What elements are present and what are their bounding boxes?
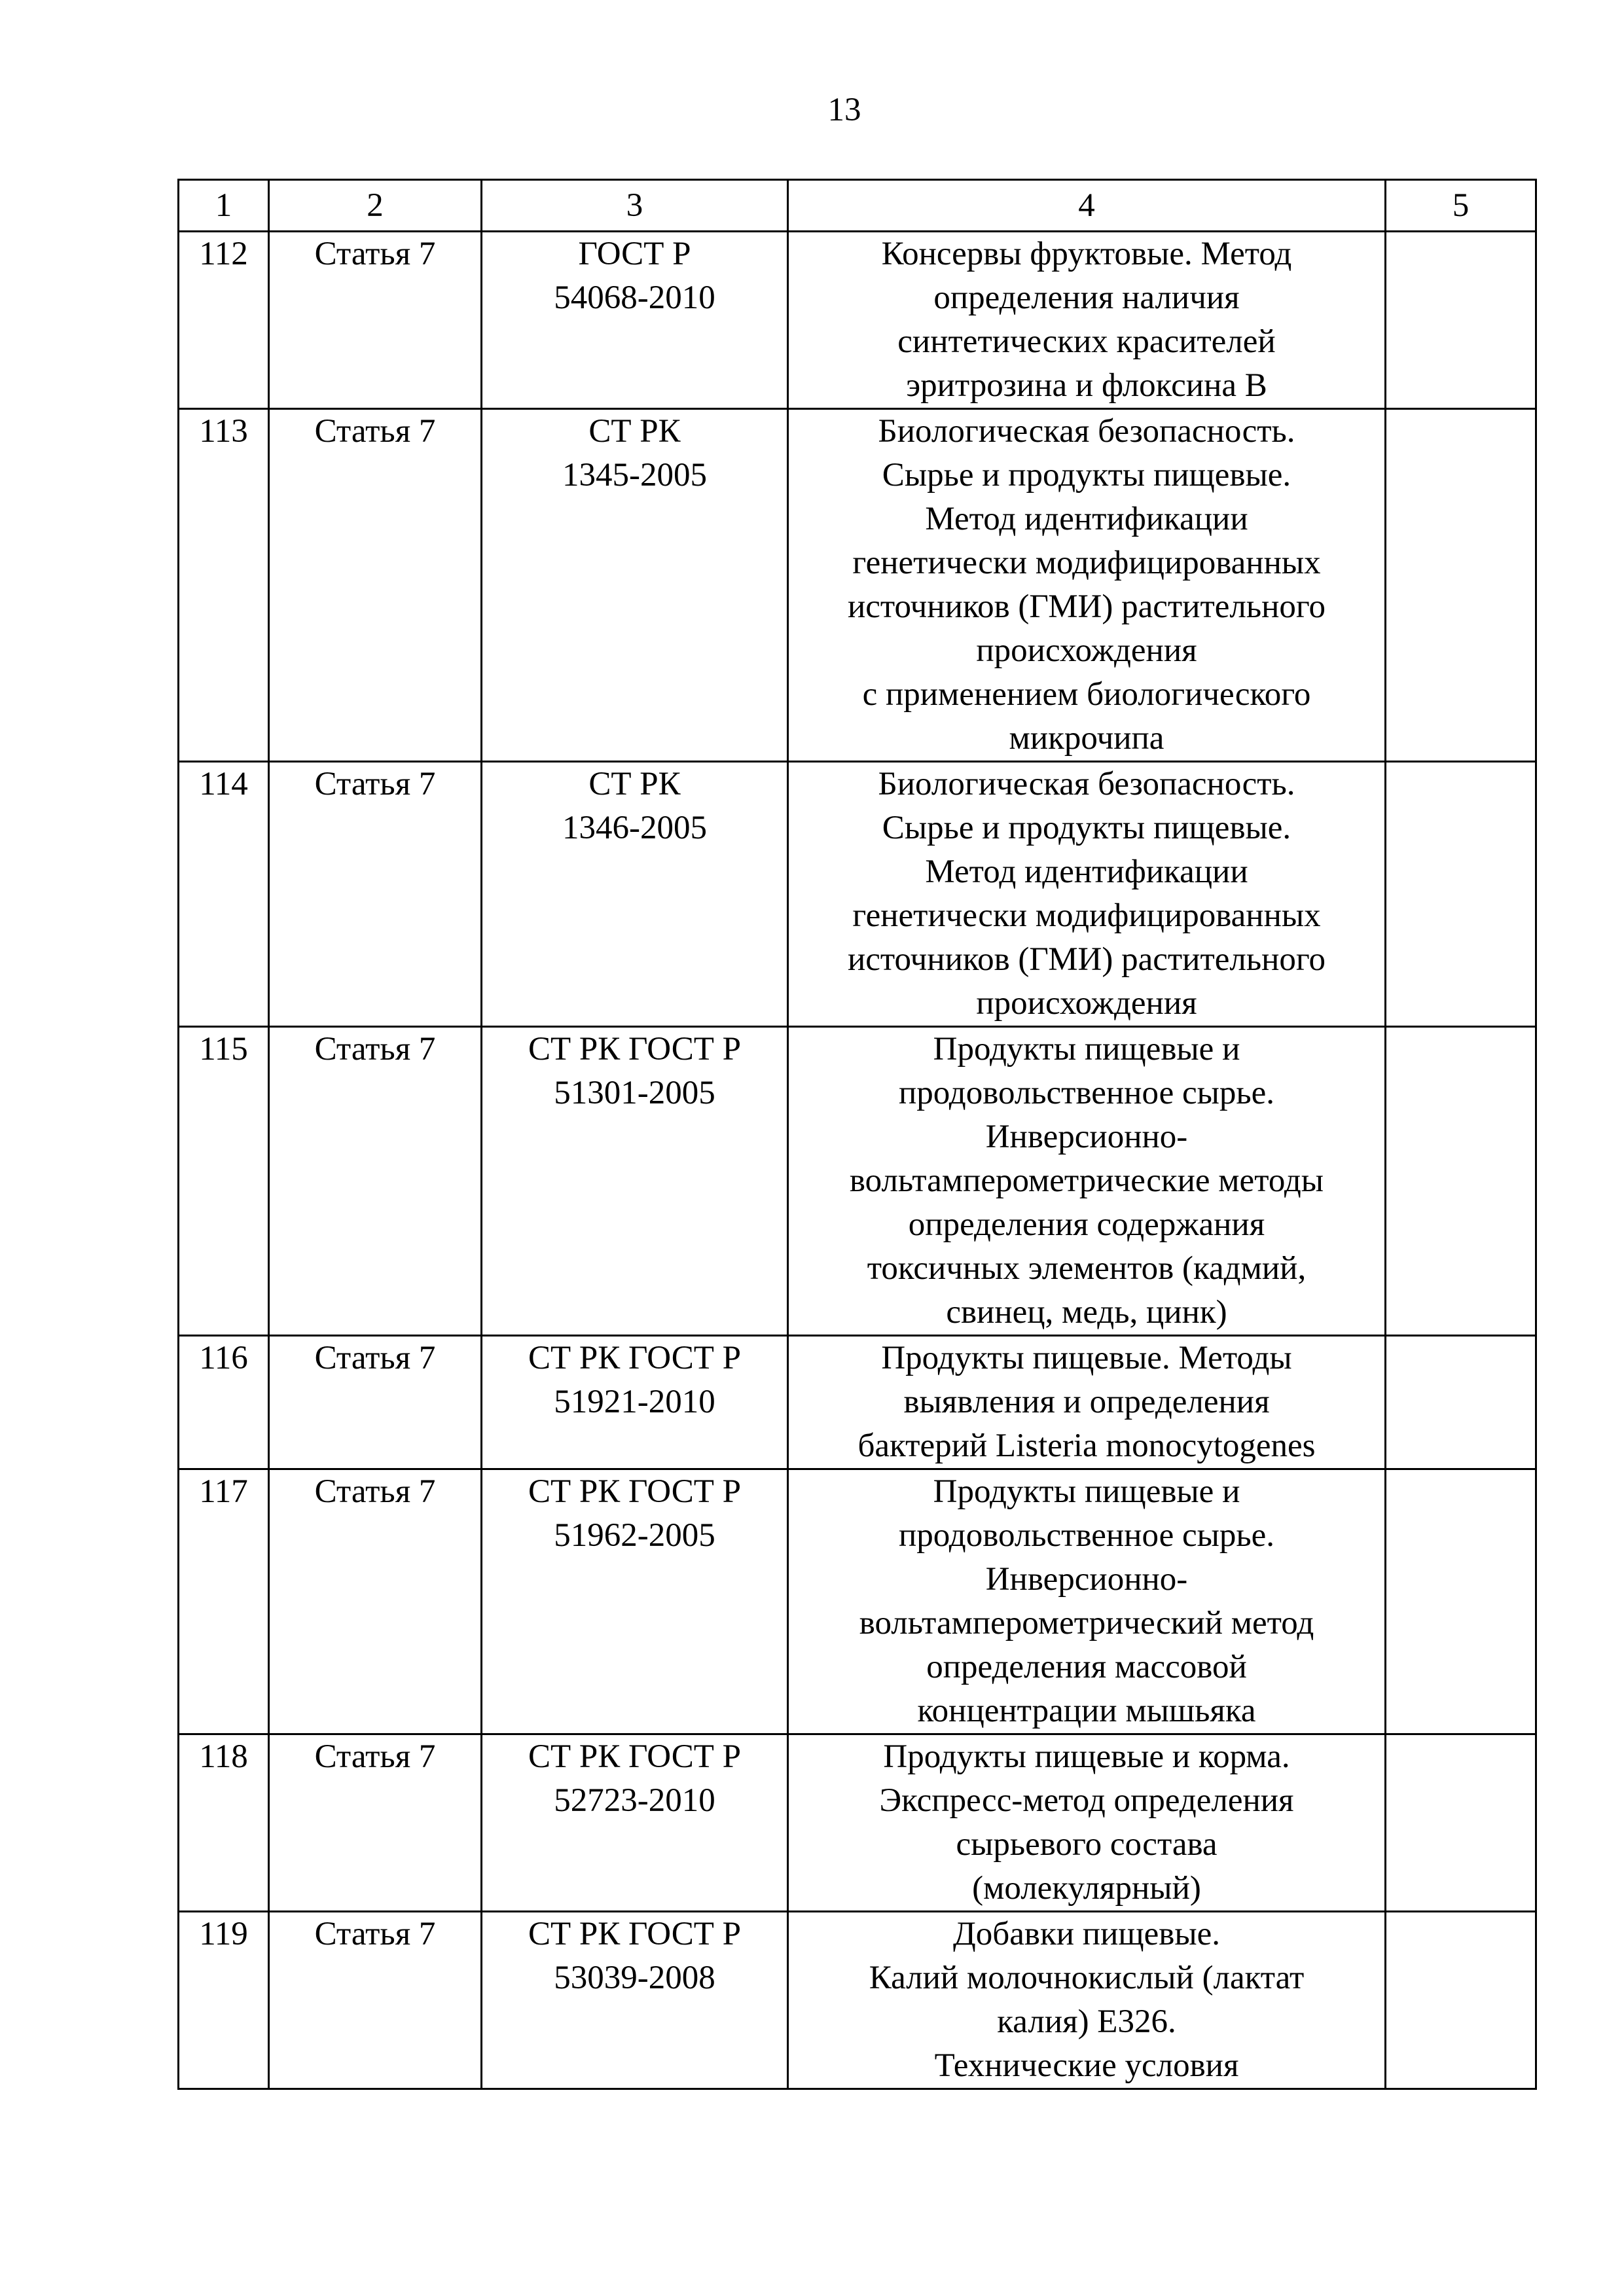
note-cell: [1386, 409, 1536, 762]
table-row: [179, 1336, 1536, 1469]
title-cell: Добавки пищевые. Калий молочнокислый (лактат калия) Е326. Технические условия: [788, 1912, 1386, 2089]
title-cell: Продукты пищевые и корма. Экспресс-метод определения сырьевого состава (молекулярный): [788, 1734, 1386, 1912]
table-row: [179, 1469, 1536, 1734]
article-cell: Статья 7: [269, 232, 482, 409]
note-cell: [1386, 232, 1536, 409]
standard-cell: СТ РК ГОСТ Р 51962-2005: [482, 1469, 788, 1734]
row-number-cell: 114: [179, 762, 269, 1027]
row-number-cell: 117: [179, 1469, 269, 1734]
row-number-cell: 116: [179, 1336, 269, 1469]
title-cell: Биологическая безопасность. Сырье и продукты пищевые. Метод идентификации генетически модифицированных источников (ГМИ) растительного происхождения с применением биологического микрочипа: [788, 409, 1386, 762]
standard-cell: СТ РК 1345-2005: [482, 409, 788, 762]
article-cell: Статья 7: [269, 762, 482, 1027]
table-row: [179, 232, 1536, 409]
note-cell: [1386, 762, 1536, 1027]
note-cell: [1386, 1336, 1536, 1469]
title-cell: Продукты пищевые и продовольственное сырье. Инверсионно- вольтамперометрический метод определения массовой концентрации мышьяка: [788, 1469, 1386, 1734]
column-header: 4: [788, 180, 1386, 232]
note-cell: [1386, 1469, 1536, 1734]
article-cell: Статья 7: [269, 409, 482, 762]
column-header: 5: [1386, 180, 1536, 232]
article-cell: Статья 7: [269, 1469, 482, 1734]
standard-cell: СТ РК ГОСТ Р 53039-2008: [482, 1912, 788, 2089]
row-number-cell: 118: [179, 1734, 269, 1912]
standard-cell: ГОСТ Р 54068-2010: [482, 232, 788, 409]
page-number: 13: [827, 92, 861, 128]
table-row: [179, 409, 1536, 762]
table-row: [179, 762, 1536, 1027]
standards-table: [177, 179, 1537, 2090]
article-cell: Статья 7: [269, 1734, 482, 1912]
title-cell: Продукты пищевые. Методы выявления и определения бактерий Listeria monocytogenes: [788, 1336, 1386, 1469]
note-cell: [1386, 1027, 1536, 1336]
title-cell: Продукты пищевые и продовольственное сырье. Инверсионно- вольтамперометрические методы определения содержания токсичных элементов (кадмий, свинец, медь, цинк): [788, 1027, 1386, 1336]
column-header: 3: [482, 180, 788, 232]
row-number-cell: 119: [179, 1912, 269, 2089]
standard-cell: СТ РК ГОСТ Р 52723-2010: [482, 1734, 788, 1912]
column-header: 2: [269, 180, 482, 232]
row-number-cell: 115: [179, 1027, 269, 1336]
column-header: 1: [179, 180, 269, 232]
table-row: [179, 1027, 1536, 1336]
article-cell: Статья 7: [269, 1027, 482, 1336]
standard-cell: СТ РК 1346-2005: [482, 762, 788, 1027]
title-cell: Биологическая безопасность. Сырье и продукты пищевые. Метод идентификации генетически модифицированных источников (ГМИ) растительного происхождения: [788, 762, 1386, 1027]
note-cell: [1386, 1912, 1536, 2089]
table-row: [179, 1734, 1536, 1912]
standard-cell: СТ РК ГОСТ Р 51921-2010: [482, 1336, 788, 1469]
article-cell: Статья 7: [269, 1912, 482, 2089]
row-number-cell: 113: [179, 409, 269, 762]
table-header-row: [179, 180, 1536, 232]
table-row: [179, 1912, 1536, 2089]
standard-cell: СТ РК ГОСТ Р 51301-2005: [482, 1027, 788, 1336]
title-cell: Консервы фруктовые. Метод определения наличия синтетических красителей эритрозина и флоксина В: [788, 232, 1386, 409]
article-cell: Статья 7: [269, 1336, 482, 1469]
note-cell: [1386, 1734, 1536, 1912]
row-number-cell: 112: [179, 232, 269, 409]
